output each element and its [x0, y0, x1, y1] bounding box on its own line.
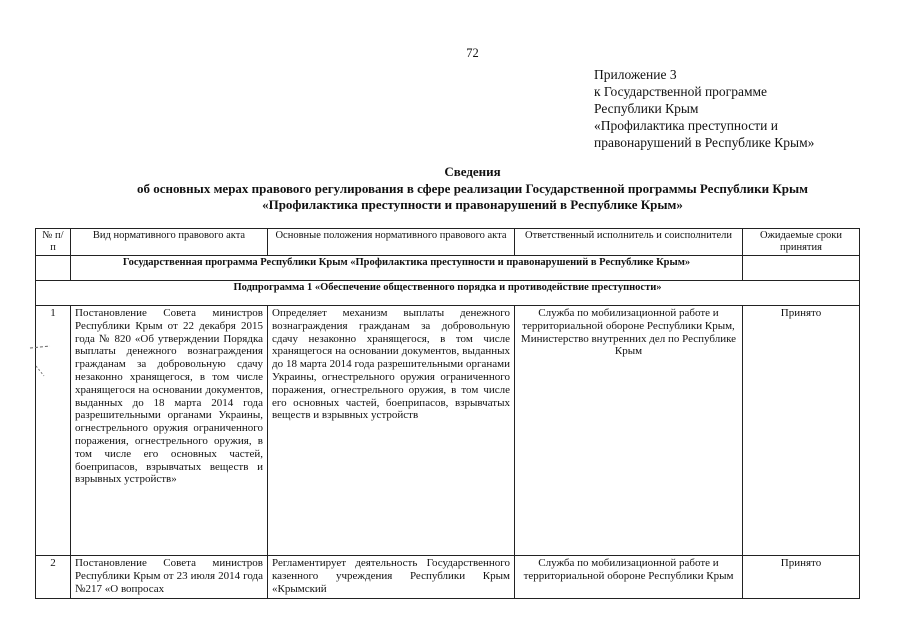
table-header-row — [36, 229, 860, 256]
appendix-line: Республики Крым — [594, 101, 699, 116]
subprogram-row — [36, 281, 860, 306]
row-provisions: Определяет механизм выплаты денежного вознаграждения гражданам за добровольную сдачу незаконно хранящегося, в том числе хранящегося на основании документов, выданных до 18 марта 2014 года разрешительными органами Украины, огнестрельного оружия ограниченного поражения, огнестрельного оружия, в том числе его основных частей, боеприпасов, взрывчатых веществ и взрывных устройств — [268, 306, 515, 556]
row-executor: Служба по мобилизационной работе и территориальной обороне Республики Крым — [515, 556, 743, 599]
appendix-line: «Профилактика преступности и — [594, 118, 778, 133]
row-act: Постановление Совета министров Республики Крым от 22 декабря 2015 года № 820 «Об утверждении Порядка выплаты денежного вознаграждения гражданам за добровольную сдачу незаконно хранящегося, в том числе хранящегося на основании документов, выданных до 18 марта 2014 года разрешительными органами Украины, огнестрельного оружия ограниченного поражения, огнестрельного оружия, в том числе его основных частей, боеприпасов, взрывчатых веществ и взрывных устройств» — [71, 306, 268, 556]
row-number: 2 — [36, 556, 71, 599]
program-row — [36, 256, 860, 281]
table-row — [36, 556, 860, 599]
header-number: № п/п — [36, 229, 71, 256]
program-number-cell — [36, 256, 71, 281]
heading-subtitle: об основных мерах правового регулирования в сфере реализации Государственной программы Республики Крым — [136, 180, 809, 196]
row-number: 1 — [36, 306, 71, 556]
heading-title: Сведения — [444, 164, 501, 179]
appendix-line: к Государственной программе — [594, 84, 768, 99]
appendix-line: Приложение 3 — [594, 67, 677, 82]
row-provisions: Регламентирует деятельность Государственного казенного учреждения Республики Крым «Крымский — [268, 556, 515, 599]
subprogram-title: Подпрограмма 1 «Обеспечение общественного порядка и противодействие преступности» — [36, 281, 860, 306]
program-term-cell — [743, 256, 860, 281]
header-act-type: Вид нормативного правового акта — [71, 229, 268, 256]
document-heading — [0, 164, 903, 214]
appendix-line: правонарушений в Республике Крым» — [594, 135, 815, 150]
table-row — [36, 306, 860, 556]
row-term: Принято — [743, 556, 860, 599]
appendix-note — [594, 66, 814, 151]
header-executor: Ответственный исполнитель и соисполнители — [515, 229, 743, 256]
program-title: Государственная программа Республики Крым «Профилактика преступности и правонарушений в Республике Крым» — [71, 256, 743, 281]
row-term: Принято — [743, 306, 860, 556]
measures-table — [35, 228, 860, 599]
row-act: Постановление Совета министров Республики Крым от 23 июля 2014 года №217 «О вопросах — [71, 556, 268, 599]
header-provisions: Основные положения нормативного правового акта — [268, 229, 515, 256]
row-executor: Служба по мобилизационной работе и территориальной обороне Республики Крым, Министерство внутренних дел по Республике Крым — [515, 306, 743, 556]
heading-program-name: «Профилактика преступности и правонарушений в Республике Крым» — [262, 197, 683, 212]
pen-marks — [28, 336, 68, 386]
header-term: Ожидаемые сроки принятия — [743, 229, 860, 256]
page-number: 72 — [466, 46, 479, 60]
